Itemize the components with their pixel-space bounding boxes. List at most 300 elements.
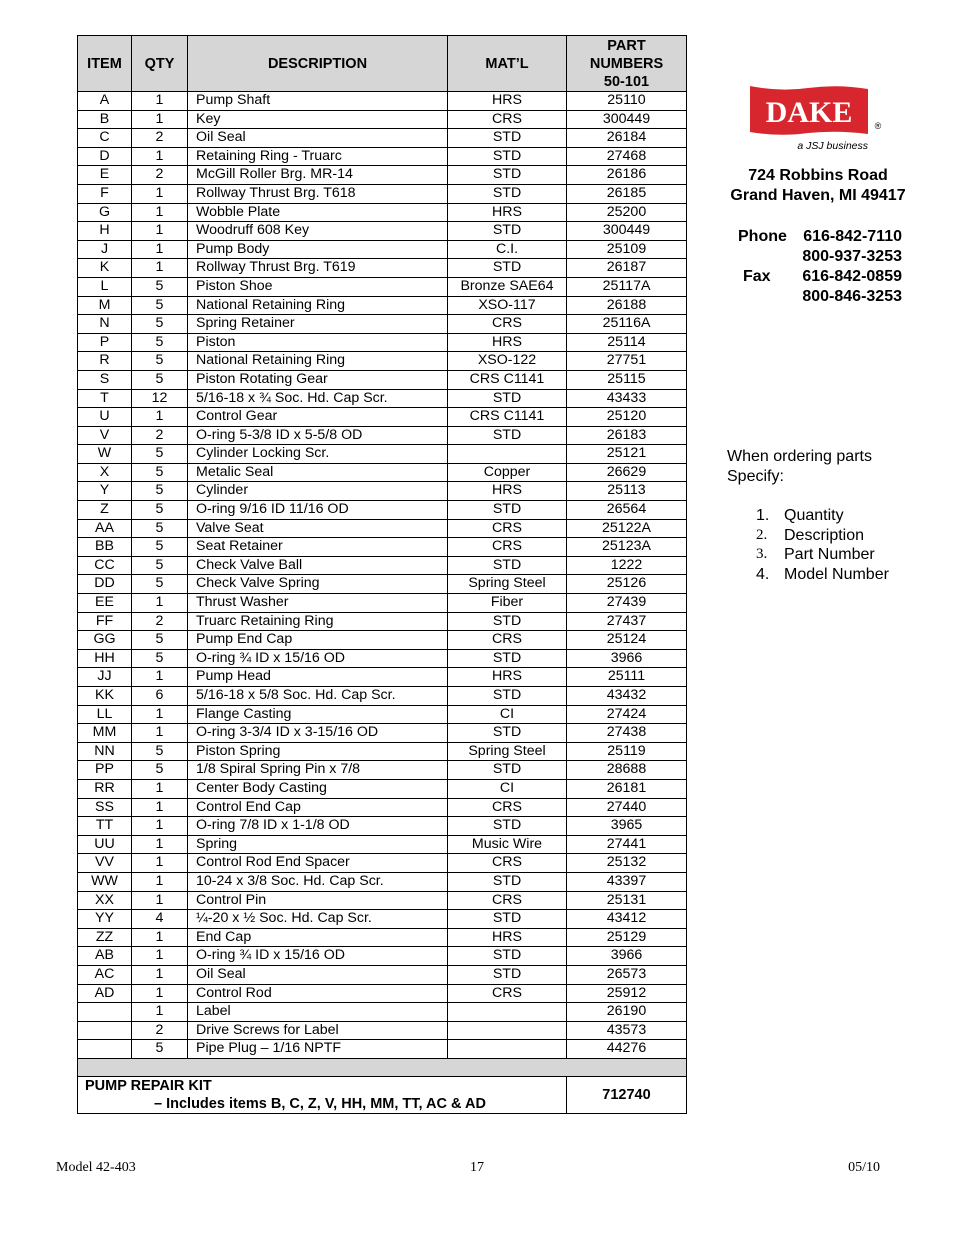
cell-part-number: 25120 [567,408,687,427]
cell-material: CRS [448,891,567,910]
dake-logo [750,84,886,154]
table-row [78,277,687,296]
repair-kit-title: PUMP REPAIR KIT [85,1077,212,1094]
cell-description: Flange Casting [188,705,448,724]
cell-material: STD [448,965,567,984]
cell-material: STD [448,129,567,148]
cell-qty: 1 [132,817,188,836]
cell-item: AB [78,947,132,966]
cell-material: STD [448,947,567,966]
fax-number-1: 616-842-0859 [802,268,902,285]
cell-qty: 2 [132,129,188,148]
cell-part-number: 25111 [567,668,687,687]
cell-item: M [78,296,132,315]
cell-qty: 5 [132,352,188,371]
table-row [78,872,687,891]
table-row [78,501,687,520]
table-row [78,203,687,222]
cell-qty: 1 [132,705,188,724]
cell-description: Pump Body [188,240,448,259]
cell-material [448,1040,567,1059]
cell-part-number: 27751 [567,352,687,371]
cell-item: CC [78,556,132,575]
table-row [78,984,687,1003]
cell-qty: 5 [132,333,188,352]
cell-description: National Retaining Ring [188,352,448,371]
cell-material: STD [448,724,567,743]
table-row [78,742,687,761]
phone-row-2 [728,247,918,267]
table-row [78,1040,687,1059]
ordering-step-text: Description [784,526,865,544]
cell-qty: 1 [132,184,188,203]
cell-item: C [78,129,132,148]
cell-item: KK [78,687,132,706]
cell-description: Cylinder Locking Scr. [188,445,448,464]
cell-item: G [78,203,132,222]
cell-item: FF [78,612,132,631]
cell-item: P [78,333,132,352]
cell-qty: 1 [132,984,188,1003]
cell-material [448,445,567,464]
cell-qty: 4 [132,910,188,929]
cell-item: SS [78,798,132,817]
cell-material: Fiber [448,594,567,613]
cell-description: Pipe Plug – 1/16 NPTF [188,1040,448,1059]
table-row [78,575,687,594]
table-row [78,779,687,798]
ordering-step [756,526,889,546]
fax-row-2 [728,287,918,307]
dake-logo-tagline: a JSJ business [797,140,868,152]
header-part-numbers-line1: PART [607,37,646,54]
ordering-step [756,506,889,526]
cell-description: Metalic Seal [188,463,448,482]
cell-item: R [78,352,132,371]
cell-material: Bronze SAE64 [448,277,567,296]
ordering-step [756,545,889,565]
cell-material: HRS [448,203,567,222]
cell-description: O-ring 3-3/4 ID x 3-15/16 OD [188,724,448,743]
cell-part-number: 3965 [567,817,687,836]
cell-description: 5/16-18 x 5/8 Soc. Hd. Cap Scr. [188,687,448,706]
cell-material: STD [448,687,567,706]
cell-item: JJ [78,668,132,687]
cell-material [448,1021,567,1040]
cell-qty: 1 [132,965,188,984]
dake-logo-brand: DAKE [765,96,853,129]
cell-qty: 1 [132,835,188,854]
table-row [78,352,687,371]
cell-material: HRS [448,92,567,111]
cell-qty: 5 [132,370,188,389]
cell-item [78,1040,132,1059]
cell-item: RR [78,779,132,798]
footer-model: Model 42-403 [56,1160,136,1175]
cell-description: Rollway Thrust Brg. T618 [188,184,448,203]
table-row [78,798,687,817]
ordering-line-2: Specify: [727,468,784,485]
cell-material: XSO-117 [448,296,567,315]
phone-number-2: 800-937-3253 [802,248,902,265]
cell-item: AD [78,984,132,1003]
cell-material: STD [448,389,567,408]
cell-part-number: 43573 [567,1021,687,1040]
cell-item: Y [78,482,132,501]
cell-qty: 5 [132,519,188,538]
cell-description: Control Rod [188,984,448,1003]
cell-material: CI [448,779,567,798]
cell-description: Pump Head [188,668,448,687]
cell-part-number: 26184 [567,129,687,148]
cell-item [78,1003,132,1022]
cell-material: CRS [448,315,567,334]
cell-part-number: 27468 [567,147,687,166]
cell-qty: 5 [132,315,188,334]
table-row [78,1021,687,1040]
cell-material: C.I. [448,240,567,259]
table-row [78,556,687,575]
cell-material: CRS [448,798,567,817]
cell-item: D [78,147,132,166]
cell-qty: 1 [132,854,188,873]
cell-description: Wobble Plate [188,203,448,222]
table-row [78,259,687,278]
cell-qty: 12 [132,389,188,408]
cell-description: Thrust Washer [188,594,448,613]
table-row [78,519,687,538]
table-row [78,129,687,148]
table-row [78,296,687,315]
cell-item: ZZ [78,928,132,947]
cell-qty: 5 [132,631,188,650]
cell-qty: 5 [132,742,188,761]
table-row [78,147,687,166]
table-row [78,389,687,408]
cell-qty: 2 [132,1021,188,1040]
cell-qty: 1 [132,798,188,817]
cell-part-number: 26629 [567,463,687,482]
cell-description: Oil Seal [188,965,448,984]
cell-part-number: 25912 [567,984,687,1003]
cell-material: XSO-122 [448,352,567,371]
cell-qty: 5 [132,538,188,557]
cell-description: Oil Seal [188,129,448,148]
cell-material: CRS [448,538,567,557]
cell-description: Control Gear [188,408,448,427]
cell-qty: 1 [132,779,188,798]
repair-kit-row [78,1076,687,1113]
ordering-step-number: 2. [756,526,768,543]
cell-qty: 1 [132,110,188,129]
phone-label: Phone [738,228,787,245]
cell-qty: 1 [132,891,188,910]
cell-part-number: 26183 [567,426,687,445]
header-item: ITEM [78,36,132,92]
cell-part-number: 26186 [567,166,687,185]
cell-qty: 5 [132,296,188,315]
ordering-instructions [727,447,872,487]
parts-table-body [78,92,687,1059]
cell-description: O-ring ¾ ID x 15/16 OD [188,947,448,966]
cell-part-number: 25119 [567,742,687,761]
table-row [78,110,687,129]
cell-item: S [78,370,132,389]
fax-number-2: 800-846-3253 [802,288,902,305]
cell-item: UU [78,835,132,854]
cell-material: STD [448,556,567,575]
cell-part-number: 25132 [567,854,687,873]
cell-material: CRS [448,519,567,538]
header-description: DESCRIPTION [188,36,448,92]
cell-material: HRS [448,333,567,352]
cell-item: F [78,184,132,203]
cell-part-number: 43412 [567,910,687,929]
cell-item: WW [78,872,132,891]
cell-part-number: 25121 [567,445,687,464]
ordering-step-text: Part Number [784,546,875,563]
footer-page-number: 17 [470,1160,484,1175]
cell-description: Control End Cap [188,798,448,817]
cell-material: STD [448,259,567,278]
cell-part-number: 26188 [567,296,687,315]
cell-description: National Retaining Ring [188,296,448,315]
header-part-numbers-line3: 50-101 [603,73,650,90]
address-line-city: Grand Haven, MI 49417 [730,187,906,204]
cell-material: STD [448,501,567,520]
cell-item: T [78,389,132,408]
cell-description: Label [188,1003,448,1022]
cell-material: CI [448,705,567,724]
cell-qty: 1 [132,947,188,966]
ordering-step-number: 1. [756,507,770,524]
cell-qty: 1 [132,203,188,222]
cell-qty: 1 [132,259,188,278]
table-row [78,817,687,836]
parts-table [77,35,687,1114]
table-row [78,649,687,668]
repair-kit-includes: – Includes items B, C, Z, V, HH, MM, TT, AC & AD [154,1095,486,1112]
cell-qty: 1 [132,240,188,259]
cell-material: Copper [448,463,567,482]
cell-material: STD [448,817,567,836]
cell-description: 5/16-18 x ¾ Soc. Hd. Cap Scr. [188,389,448,408]
fax-label: Fax [743,268,771,285]
table-row [78,370,687,389]
cell-qty: 5 [132,1040,188,1059]
table-row [78,724,687,743]
cell-description: 10-24 x 3/8 Soc. Hd. Cap Scr. [188,872,448,891]
table-row [78,408,687,427]
cell-qty: 5 [132,575,188,594]
cell-description: Spring [188,835,448,854]
cell-part-number: 25110 [567,92,687,111]
address-line-street: 724 Robbins Road [748,167,888,184]
cell-description: Rollway Thrust Brg. T619 [188,259,448,278]
cell-material [448,1003,567,1022]
ordering-step-text: Model Number [784,565,889,583]
table-row [78,445,687,464]
cell-item: YY [78,910,132,929]
table-row [78,594,687,613]
table-row [78,92,687,111]
cell-material: HRS [448,928,567,947]
cell-part-number: 25126 [567,575,687,594]
table-row [78,928,687,947]
ordering-step-text: Quantity [784,507,844,524]
cell-part-number: 43397 [567,872,687,891]
cell-material: CRS C1141 [448,370,567,389]
cell-material: STD [448,910,567,929]
cell-part-number: 25117A [567,277,687,296]
cell-part-number: 43433 [567,389,687,408]
cell-description: Piston Rotating Gear [188,370,448,389]
cell-item: A [78,92,132,111]
cell-qty: 5 [132,501,188,520]
cell-qty: 5 [132,556,188,575]
cell-item: MM [78,724,132,743]
cell-material: CRS [448,984,567,1003]
cell-description: Check Valve Ball [188,556,448,575]
cell-item: W [78,445,132,464]
cell-part-number: 26564 [567,501,687,520]
cell-description: Check Valve Spring [188,575,448,594]
cell-item: L [78,277,132,296]
cell-part-number: 27440 [567,798,687,817]
table-row [78,687,687,706]
cell-description: Pump Shaft [188,92,448,111]
cell-part-number: 26181 [567,779,687,798]
table-row [78,631,687,650]
cell-part-number: 26187 [567,259,687,278]
table-row [78,761,687,780]
cell-item: X [78,463,132,482]
cell-material: STD [448,612,567,631]
cell-description: ¼-20 x ½ Soc. Hd. Cap Scr. [188,910,448,929]
cell-item: NN [78,742,132,761]
cell-part-number: 26573 [567,965,687,984]
cell-qty: 5 [132,649,188,668]
phone-number-1: 616-842-7110 [803,228,902,245]
contact-block [728,227,918,307]
cell-qty: 5 [132,463,188,482]
cell-part-number: 26190 [567,1003,687,1022]
cell-part-number: 25122A [567,519,687,538]
cell-part-number: 43432 [567,687,687,706]
table-row [78,538,687,557]
header-part-numbers [567,36,687,92]
cell-item: J [78,240,132,259]
cell-item: K [78,259,132,278]
cell-qty: 1 [132,872,188,891]
cell-part-number: 25124 [567,631,687,650]
table-row [78,222,687,241]
cell-item: AC [78,965,132,984]
cell-qty: 1 [132,222,188,241]
cell-material: HRS [448,668,567,687]
cell-item: XX [78,891,132,910]
table-row [78,166,687,185]
cell-description: Center Body Casting [188,779,448,798]
cell-item: DD [78,575,132,594]
table-row [78,910,687,929]
repair-kit-description [78,1076,567,1113]
header-material: MAT’L [448,36,567,92]
phone-row [728,227,918,247]
cell-part-number: 25123A [567,538,687,557]
cell-qty: 2 [132,612,188,631]
cell-qty: 5 [132,482,188,501]
cell-part-number: 25200 [567,203,687,222]
cell-item: PP [78,761,132,780]
cell-part-number: 25129 [567,928,687,947]
cell-qty: 1 [132,408,188,427]
table-row [78,668,687,687]
cell-item: U [78,408,132,427]
ordering-step-number: 3. [756,546,768,562]
footer-date: 05/10 [848,1160,880,1175]
ordering-step [756,565,889,585]
cell-material: HRS [448,482,567,501]
cell-description: Pump End Cap [188,631,448,650]
cell-description: Seat Retainer [188,538,448,557]
cell-description: Piston Shoe [188,277,448,296]
cell-description: End Cap [188,928,448,947]
cell-item: VV [78,854,132,873]
cell-item: AA [78,519,132,538]
cell-part-number: 27441 [567,835,687,854]
cell-qty: 5 [132,761,188,780]
table-header-row [78,36,687,92]
cell-description: Control Pin [188,891,448,910]
cell-qty: 1 [132,928,188,947]
cell-part-number: 25109 [567,240,687,259]
ordering-steps [756,506,889,584]
cell-material: CRS C1141 [448,408,567,427]
table-spacer-row [78,1058,687,1076]
cell-material: STD [448,649,567,668]
cell-part-number: 26185 [567,184,687,203]
cell-material: Music Wire [448,835,567,854]
cell-item: E [78,166,132,185]
table-row [78,705,687,724]
cell-material: CRS [448,854,567,873]
cell-material: CRS [448,110,567,129]
cell-qty: 1 [132,1003,188,1022]
cell-item: B [78,110,132,129]
table-row [78,854,687,873]
cell-material: STD [448,222,567,241]
table-row [78,426,687,445]
cell-part-number: 25113 [567,482,687,501]
cell-description: Drive Screws for Label [188,1021,448,1040]
table-row [78,315,687,334]
dake-logo-registered: ® [874,121,882,131]
cell-description: O-ring 7/8 ID x 1-1/8 OD [188,817,448,836]
repair-kit-part-number: 712740 [567,1076,687,1113]
table-row [78,482,687,501]
cell-qty: 1 [132,668,188,687]
cell-item: BB [78,538,132,557]
cell-description: Key [188,110,448,129]
cell-description: Control Rod End Spacer [188,854,448,873]
cell-item: TT [78,817,132,836]
cell-part-number: 300449 [567,110,687,129]
cell-item: EE [78,594,132,613]
cell-material: STD [448,426,567,445]
fax-row [728,267,918,287]
cell-part-number: 25115 [567,370,687,389]
